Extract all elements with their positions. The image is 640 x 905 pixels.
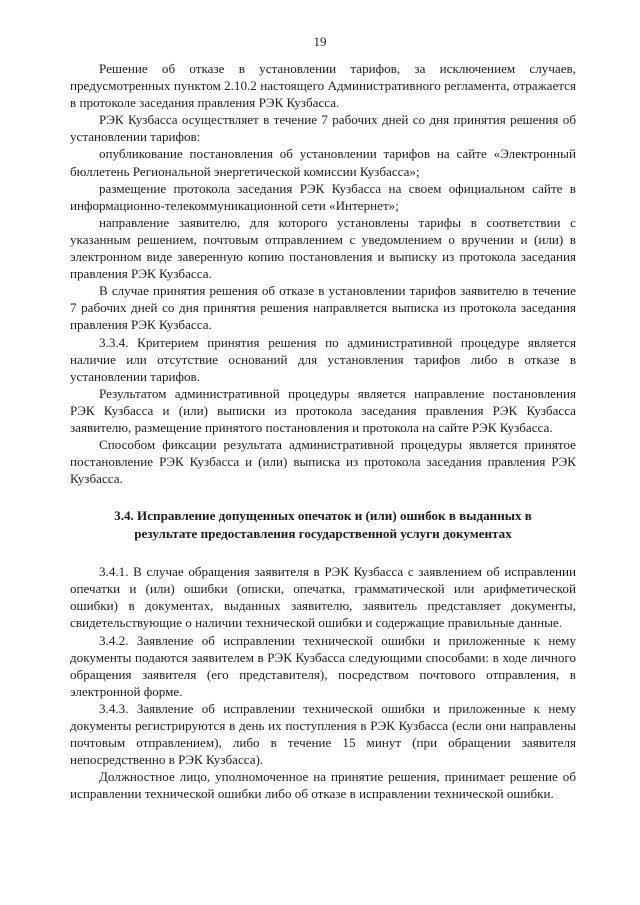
- list-item: размещение протокола заседания РЭК Кузбасса на своем официальном сайте в информационно-телекоммуникационной сети «Интернет»;: [70, 180, 576, 213]
- paragraph: Способом фиксации результата административной процедуры является принятое постановление РЭК Кузбасса и (или) выписка из протокола заседания правления РЭК Кузбасса.: [70, 437, 576, 487]
- paragraph: Результатом административной процедуры является направление постановления РЭК Кузбасса и (или) выписки из протокола заседания правления РЭК Кузбасса заявителю, размещение принятого постановления и протокола на сайте РЭК Кузбасса.: [70, 385, 576, 435]
- paragraph: РЭК Кузбасса осуществляет в течение 7 рабочих дней со дня принятия решения об установлении тарифов:: [70, 112, 576, 145]
- paragraph: 3.4.2. Заявление об исправлении технической ошибки и приложенные к нему документы подаются заявителем в РЭК Кузбасса следующими способами: в ходе личного обращения заявителя (его представителя), посредством почтового отправления, в электронной форме.: [70, 632, 576, 699]
- list-item: опубликование постановления об установлении тарифов на сайте «Электронный бюллетень Региональной энергетической комиссии Кузбасса»;: [70, 146, 576, 179]
- section-heading: 3.4. Исправление допущенных опечаток и (или) ошибок в выданных в результате предоставления государственной услуги документах: [114, 508, 532, 541]
- paragraph: 3.4.1. В случае обращения заявителя в РЭК Кузбасса с заявлением об исправлении опечатки и (или) ошибки (описки, опечатка, грамматической или арифметической ошибки) в документах, выданных заявителю, заявитель представляет документы, свидетельствующие о наличии технической ошибки и содержащие правильные данные.: [70, 564, 576, 631]
- document-body: [70, 60, 576, 802]
- paragraph: Должностное лицо, уполномоченное на принятие решения, принимает решение об исправлении технической ошибки либо об отказе в исправлении технической ошибки.: [70, 769, 576, 802]
- list-item: направление заявителю, для которого установлены тарифы в соответствии с указанным решением, почтовым отправлением с уведомлением о вручении и (или) в электронном виде заверенную копию постановления и выписку из протокола заседания правления РЭК Кузбасса.: [70, 214, 576, 282]
- paragraph: В случае принятия решения об отказе в установлении тарифов заявителю в течение 7 рабочих дней со дня принятия решения направляется выписка из протокола заседания правления РЭК Кузбасса.: [70, 283, 576, 333]
- paragraph: 3.4.3. Заявление об исправлении технической ошибки и приложенные к нему документы регистрируются в день их поступления в РЭК Кузбасса (если они направлены почтовым отправлением), либо в течение 15 минут (при обращении заявителя непосредственно в РЭК Кузбасса).: [70, 700, 576, 768]
- paragraph: 3.3.4. Критерием принятия решения по административной процедуре является наличие или отсутствие оснований для установления тарифов либо в отказе в установлении тарифов.: [70, 334, 576, 384]
- paragraph: Решение об отказе в установлении тарифов, за исключением случаев, предусмотренных пунктом 2.10.2 настоящего Административного регламента, отражается в протоколе заседания правления РЭК Кузбасса.: [70, 61, 576, 111]
- page-number: 19: [313, 34, 327, 49]
